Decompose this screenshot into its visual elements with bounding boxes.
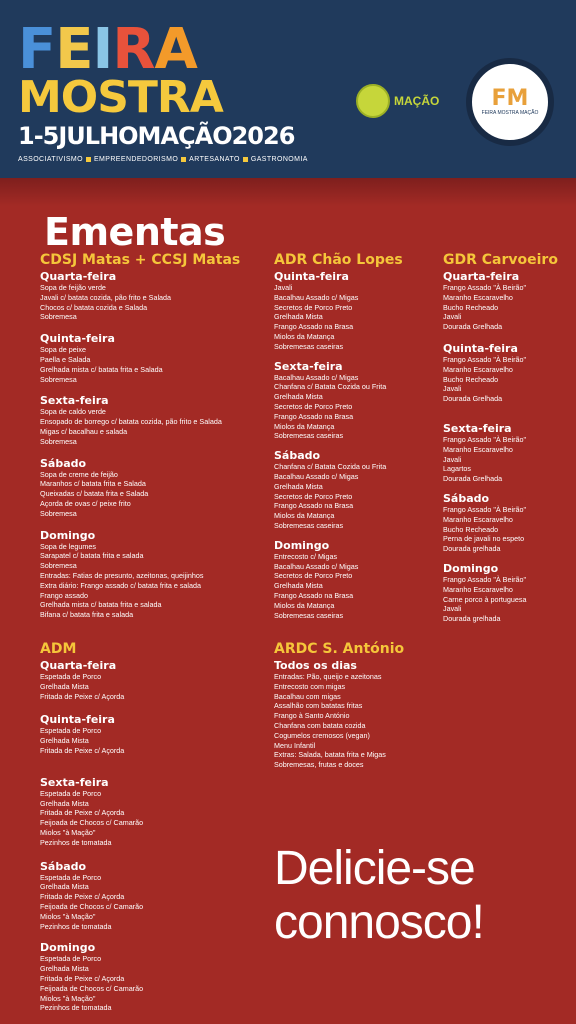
logo-letter: E <box>55 17 93 82</box>
menu-item: Secretos de Porco Preto <box>274 491 353 501</box>
feira-logo-text <box>18 17 197 82</box>
menu-item: Dourada Grelhada <box>443 394 503 404</box>
menu-item: Grelhada Mista <box>274 581 323 591</box>
menu-item: Sopa de legumes <box>40 541 96 551</box>
menu-item: Miolos da Matança <box>274 421 335 431</box>
menu-item: Grelhada Mista <box>274 312 323 322</box>
menu-item: Grelhada Mista <box>40 798 89 808</box>
menu-item: Chanfana c/ Batata Cozida ou Frita <box>274 382 387 392</box>
day-heading: Sábado <box>40 456 87 470</box>
menu-section-cdsj <box>40 252 270 620</box>
menu-item: Maranho Escaravelho <box>443 514 513 524</box>
menu-item: Maranhos c/ batata frita e Salada <box>40 479 146 489</box>
menu-item: Sobremesa <box>40 508 77 518</box>
logo-letter: I <box>92 17 113 82</box>
logo-letter: F <box>18 17 56 82</box>
event-tags <box>18 156 308 163</box>
association-name: ADM <box>40 641 77 657</box>
menu-item: Feijoada de Chocos c/ Camarão <box>40 983 144 993</box>
menu-item: Miolos "à Mação" <box>40 993 96 1003</box>
menu-item: Javali <box>443 604 462 614</box>
menu-item: Bacalhau com migas <box>274 691 341 701</box>
header-banner <box>0 0 576 184</box>
menu-item: Bifana c/ batata frita e salada <box>40 610 134 620</box>
menu-item: Chanfana com batata cozida <box>274 720 366 730</box>
menu-item: Miolos "à Mação" <box>40 827 96 837</box>
macao-logo-label: MAÇÃO <box>394 94 440 108</box>
menu-item: Frango Assado na Brasa <box>274 411 354 421</box>
tag-label: GASTRONOMIA <box>250 156 308 163</box>
day-heading: Sexta-feira <box>274 359 343 373</box>
menu-item: Javali <box>443 384 462 394</box>
menu-item: Grelhada mista c/ batata frita e Salada <box>40 364 163 374</box>
association-name: CDSJ Matas + CCSJ Matas <box>40 252 241 268</box>
menu-item: Sobremesas caseiras <box>274 431 344 441</box>
menu-item: Fritada de Peixe c/ Açorda <box>40 745 125 755</box>
menu-item: Migas c/ bacalhau e salada <box>40 426 128 436</box>
menu-item: Dourada grelhada <box>443 544 501 554</box>
menu-item: Secretos de Porco Preto <box>274 571 353 581</box>
day-heading: Sexta-feira <box>40 394 109 408</box>
menu-item: Entrecosto c/ Migas <box>274 551 338 561</box>
feira-mostra-badge-logo <box>466 58 554 146</box>
menu-item: Sobremesa <box>40 561 77 571</box>
menu-item: Queixadas c/ batata frita e Salada <box>40 489 149 499</box>
menu-item: Lagartos <box>443 464 471 474</box>
menu-item: Pezinhos de tomatada <box>40 1003 112 1013</box>
day-heading: Quinta-feira <box>274 270 349 283</box>
logo-letter: R <box>112 17 155 82</box>
association-name: GDR Carvoeiro <box>443 252 558 268</box>
menu-item: Frango assado <box>40 590 88 600</box>
menu-item: Sobremesa <box>40 436 77 446</box>
menu-item: Sobremesas caseiras <box>274 610 344 620</box>
mostra-logo-text: MOSTRA <box>18 72 223 123</box>
fm-logo-caption: FEIRA MOSTRA MAÇÃO <box>481 110 539 116</box>
menu-item: Frango Assado "À Beirão" <box>443 354 527 364</box>
menu-item: Javali <box>443 312 462 322</box>
tag-label: ARTESANATO <box>189 156 240 163</box>
day-heading: Sábado <box>40 859 87 873</box>
day-heading: Domingo <box>274 538 330 552</box>
tagline-line: connosco! <box>274 896 484 949</box>
fm-monogram: FM <box>491 86 529 111</box>
menu-item: Fritada de Peixe c/ Açorda <box>40 808 125 818</box>
menu-section-adr-chao-lopes <box>274 252 439 620</box>
menu-item: Bucho Recheado <box>443 302 499 312</box>
menu-item: Bucho Recheado <box>443 524 499 534</box>
menu-item: Assalhão com batatas fritas <box>274 701 363 711</box>
menu-item: Sarapatel c/ batata frita e salada <box>40 551 144 561</box>
menu-item: Grelhada Mista <box>40 964 89 974</box>
menu-item: Espetada de Porco <box>40 726 102 736</box>
menu-item: Bacalhau Assado c/ Migas <box>274 292 359 302</box>
menu-item: Grelhada mista c/ batata frita e salada <box>40 600 162 610</box>
menu-item: Sopa de caldo verde <box>40 407 106 417</box>
day-heading: Quarta-feira <box>40 659 117 672</box>
closing-tagline <box>274 842 484 950</box>
menu-item: Espetada de Porco <box>40 872 102 882</box>
menu-section-adm <box>40 641 240 1013</box>
day-heading: Domingo <box>40 941 96 955</box>
menu-item: Chocos c/ batata cozida e Salada <box>40 302 148 312</box>
day-heading: Sexta-feira <box>40 775 109 789</box>
menu-item: Secretos de Porco Preto <box>274 401 353 411</box>
association-name: ADR Chão Lopes <box>274 252 403 268</box>
logo-letter: A <box>154 17 197 82</box>
event-dates: 1-5JULHOMAÇÃO2026 <box>18 122 295 150</box>
menu-item: Miolos da Matança <box>274 331 335 341</box>
tagline-line: Delicie-se <box>274 842 475 895</box>
menu-item: Carne porco à portuguesa <box>443 594 527 604</box>
menu-item: Espetada de Porco <box>40 954 102 964</box>
menu-item: Bacalhau Assado c/ Migas <box>274 372 359 382</box>
menu-item: Menu Infantil <box>274 740 316 750</box>
menu-item: Extra diário: Frango assado c/ batata frita e salada <box>40 580 202 590</box>
menu-item: Grelhada Mista <box>40 882 89 892</box>
menu-item: Sobremesas, frutas e doces <box>274 760 364 770</box>
day-heading: Sexta-feira <box>443 421 512 435</box>
day-heading: Quinta-feira <box>443 341 518 355</box>
menu-item: Sopa de peixe <box>40 345 86 355</box>
menu-item: Frango Assado na Brasa <box>274 501 354 511</box>
day-heading: Domingo <box>443 561 499 575</box>
menu-item: Sobremesa <box>40 374 77 384</box>
day-heading: Quarta-feira <box>40 270 117 283</box>
menu-item: Sopa de creme de feijão <box>40 469 118 479</box>
menu-item: Frango Assado na Brasa <box>274 322 354 332</box>
menu-item: Chanfana c/ Batata Cozida ou Frita <box>274 462 387 472</box>
menu-item: Pezinhos de tomatada <box>40 837 112 847</box>
menu-item: Dourada Grelhada <box>443 322 503 332</box>
menu-item: Frango Assado "À Beirão" <box>443 574 527 584</box>
menu-item: Bacalhau Assado c/ Migas <box>274 471 359 481</box>
menu-item: Javali <box>443 454 462 464</box>
menu-item: Sopa de feijão verde <box>40 283 106 292</box>
menu-item: Cogumelos cremosos (vegan) <box>274 730 370 740</box>
menu-item: Frango Assado "À Beirão" <box>443 504 527 514</box>
macao-municipality-logo <box>356 84 439 118</box>
menu-item: Entradas: Pão, queijo e azeitonas <box>274 672 382 681</box>
menu-item: Pezinhos de tomatada <box>40 921 112 931</box>
menu-item: Grelhada Mista <box>274 392 323 402</box>
day-heading: Sábado <box>274 449 321 463</box>
menu-item: Miolos da Matança <box>274 600 335 610</box>
day-heading: Quinta-feira <box>40 332 115 346</box>
day-heading: Quinta-feira <box>40 713 115 727</box>
menu-item: Sobremesa <box>40 312 77 322</box>
menu-item: Dourada Grelhada <box>443 474 503 484</box>
menu-item: Frango Assado na Brasa <box>274 590 354 600</box>
flower-icon <box>356 84 390 118</box>
day-heading: Quarta-feira <box>443 270 520 283</box>
menu-item: Espetada de Porco <box>40 788 102 798</box>
menu-item: Bacalhau Assado c/ Migas <box>274 561 359 571</box>
menu-item: Secretos de Porco Preto <box>274 302 353 312</box>
menu-item: Maranho Escaravelho <box>443 364 513 374</box>
day-heading: Domingo <box>40 528 96 542</box>
tag-label: ASSOCIATIVISMO <box>18 156 83 163</box>
day-heading: Todos os dias <box>274 659 357 672</box>
menu-item: Bucho Recheado <box>443 374 499 384</box>
menu-item: Sobremesas caseiras <box>274 520 344 530</box>
menu-item: Fritada de Peixe c/ Açorda <box>40 691 125 701</box>
menu-item: Miolos "à Mação" <box>40 911 96 921</box>
menu-section-ardc-s-antonio <box>274 641 474 770</box>
menu-item: Fritada de Peixe c/ Açorda <box>40 892 125 902</box>
menu-item: Miolos da Matança <box>274 511 335 521</box>
menu-item: Dourada grelhada <box>443 614 501 624</box>
menu-item: Entradas: Fatias de presunto, azeitonas, queijinhos <box>40 570 204 580</box>
menu-item: Açorda de ovas c/ peixe frito <box>40 498 131 508</box>
menu-item: Grelhada Mista <box>40 681 89 691</box>
menu-item: Maranho Escaravelho <box>443 292 513 302</box>
menu-item: Grelhada Mista <box>274 481 323 491</box>
menu-item: Frango Assado "À Beirão" <box>443 434 527 444</box>
menu-item: Perna de javali no espeto <box>443 534 525 544</box>
menu-item: Frango Assado "À Beirão" <box>443 283 527 292</box>
menu-item: Maranho Escaravelho <box>443 584 513 594</box>
menu-item: Paella e Salada <box>40 354 91 364</box>
menu-item: Ensopado de borrego c/ batata cozida, pão frito e Salada <box>40 417 222 427</box>
page-title: Ementas <box>44 210 226 254</box>
tag-label: EMPREENDEDORISMO <box>93 156 179 163</box>
menu-item: Fritada de Peixe c/ Açorda <box>40 973 125 983</box>
menu-item: Maranho Escaravelho <box>443 444 513 454</box>
menu-item: Feijoada de Chocos c/ Camarão <box>40 818 144 828</box>
menu-item: Grelhada Mista <box>40 736 89 746</box>
association-name: ARDC S. António <box>274 641 405 657</box>
menu-item: Javali c/ batata cozida, pão frito e Salada <box>40 292 172 302</box>
menu-item: Entrecosto com migas <box>274 681 346 691</box>
menu-item: Espetada de Porco <box>40 672 102 681</box>
menu-item: Sobremesas caseiras <box>274 341 344 351</box>
menu-item: Extras: Salada, batata frita e Migas <box>274 750 386 760</box>
menu-section-gdr-carvoeiro <box>443 252 573 624</box>
menu-item: Javali <box>274 283 293 292</box>
day-heading: Sábado <box>443 491 490 505</box>
menu-item: Frango à Santo António <box>274 711 350 721</box>
menu-item: Feijoada de Chocos c/ Camarão <box>40 901 144 911</box>
